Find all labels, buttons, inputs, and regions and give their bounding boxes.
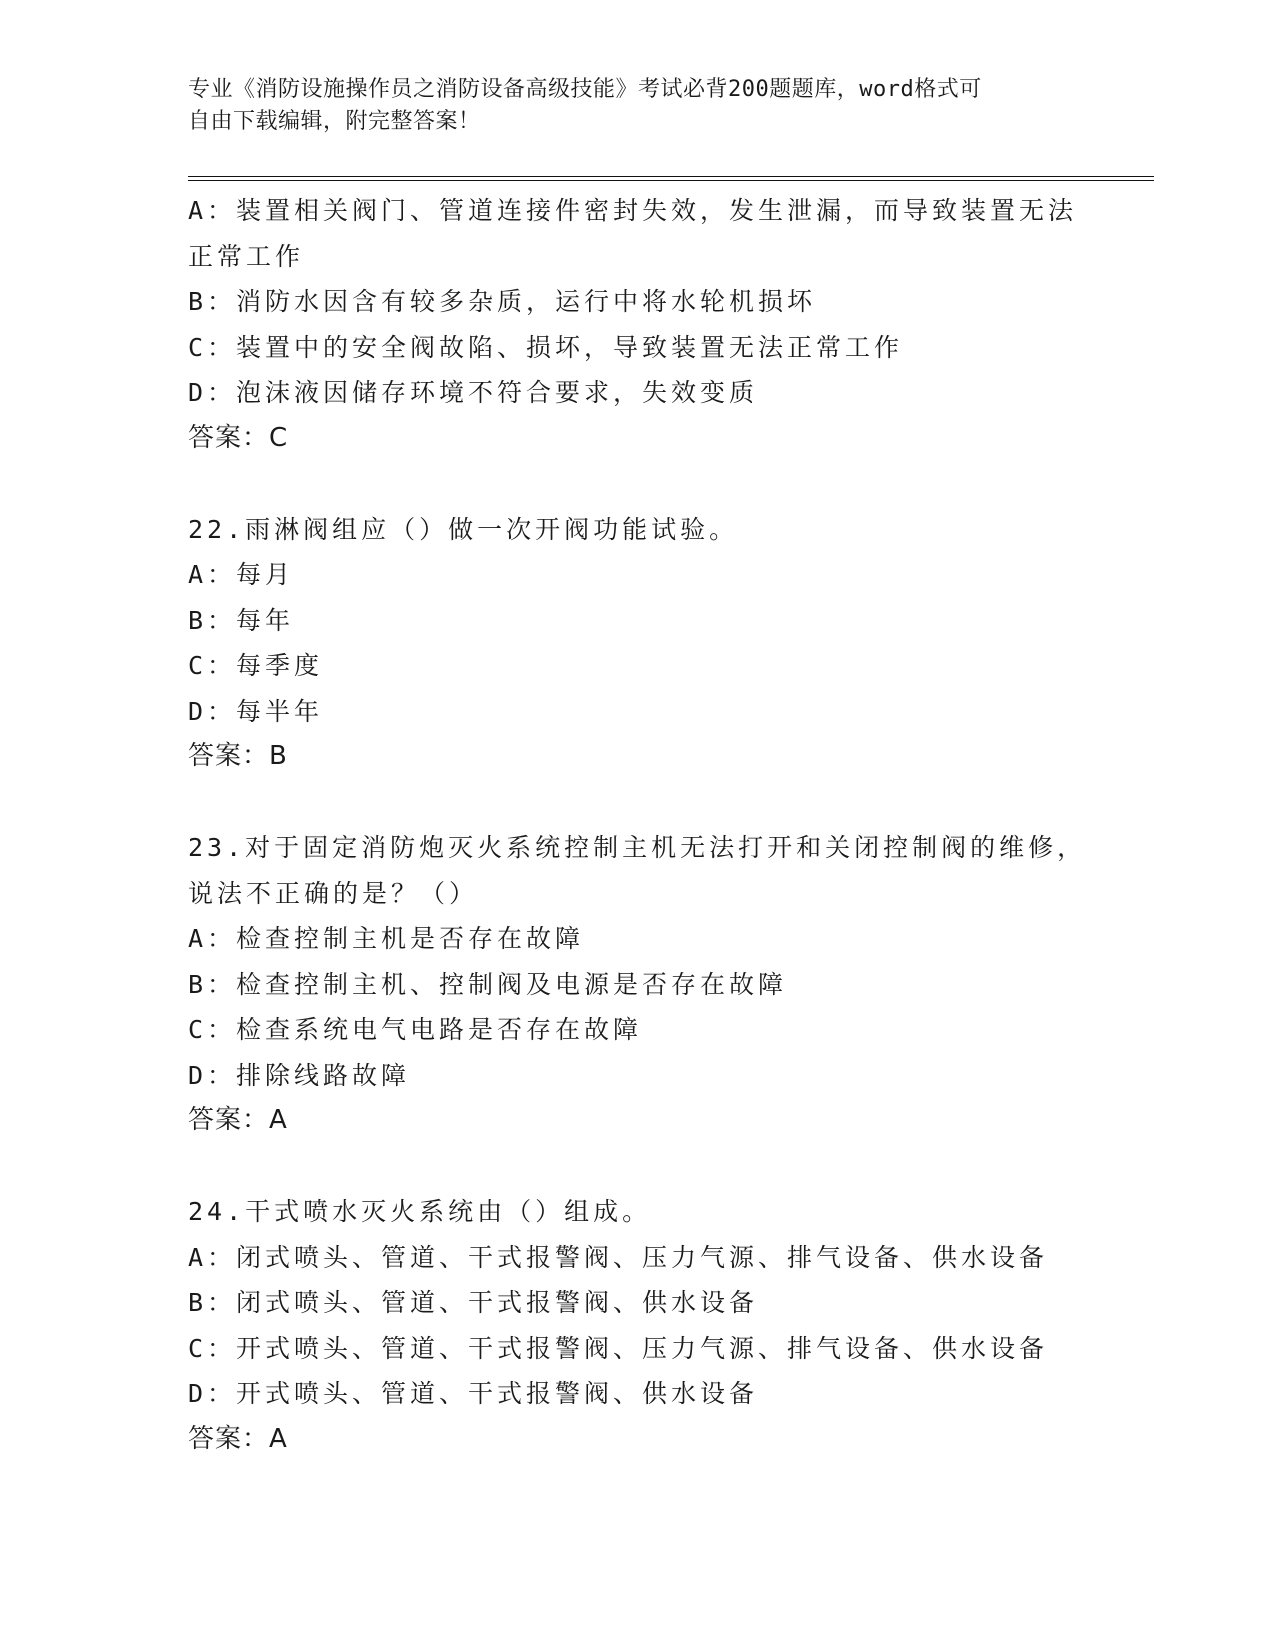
answer: 答案：A [188,1423,288,1454]
spacer [188,780,1148,826]
page-header [188,74,1088,138]
option-d: D：泡沫液因储存环境不符合要求，失效变质 [188,378,759,407]
question-23-block [188,825,1148,1144]
option-b: B：闭式喷头、管道、干式报警阀、供水设备 [188,1288,759,1317]
option-a-continued: 正常工作 [188,241,305,271]
answer: 答案：B [188,741,288,771]
question-24-block [188,1189,1148,1462]
option-c: C：装置中的安全阀故陷、损坏，导致装置无法正常工作 [188,332,904,362]
header-title-line-2: 自由下载编辑，附完整答案！ [188,109,481,134]
spacer [188,1144,1148,1190]
question-text: 23.对于固定消防炮灭火系统控制主机无法打开和关闭控制阀的维修， [188,833,1087,862]
question-list [188,188,1148,1462]
option-c: C：检查系统电气电路是否存在故障 [188,1015,643,1044]
option-c: C：开式喷头、管道、干式报警阀、压力气源、排气设备、供水设备 [188,1333,1049,1363]
spacer [188,461,1148,507]
option-b: B：检查控制主机、控制阀及电源是否存在故障 [188,969,788,999]
header-divider [188,176,1154,181]
option-d: D：排除线路故障 [188,1060,411,1090]
question-21-block [188,188,1148,461]
option-a: A：闭式喷头、管道、干式报警阀、压力气源、排气设备、供水设备 [188,1242,1049,1272]
option-b: B：消防水因含有较多杂质，运行中将水轮机损坏 [188,287,817,316]
option-a: A：装置相关阀门、管道连接件密封失效，发生泄漏，而导致装置无法 [188,196,1078,225]
question-22-block [188,507,1148,780]
header-title-line-1: 专业《消防设施操作员之消防设备高级技能》考试必背200题题库，word格式可 [188,77,982,102]
option-d: D：每半年 [188,696,324,726]
option-b: B：每年 [188,605,295,635]
option-a: A：检查控制主机是否存在故障 [188,924,585,953]
option-c: C：每季度 [188,651,324,680]
option-a: A：每月 [188,560,295,589]
answer: 答案：C [188,422,289,453]
question-text-continued: 说法不正确的是？（） [188,878,479,908]
option-d: D：开式喷头、管道、干式报警阀、供水设备 [188,1379,759,1408]
answer: 答案：A [188,1105,288,1135]
question-text: 24.干式喷水灭火系统由（）组成。 [188,1197,652,1226]
question-text: 22.雨淋阀组应（）做一次开阀功能试验。 [188,514,739,544]
